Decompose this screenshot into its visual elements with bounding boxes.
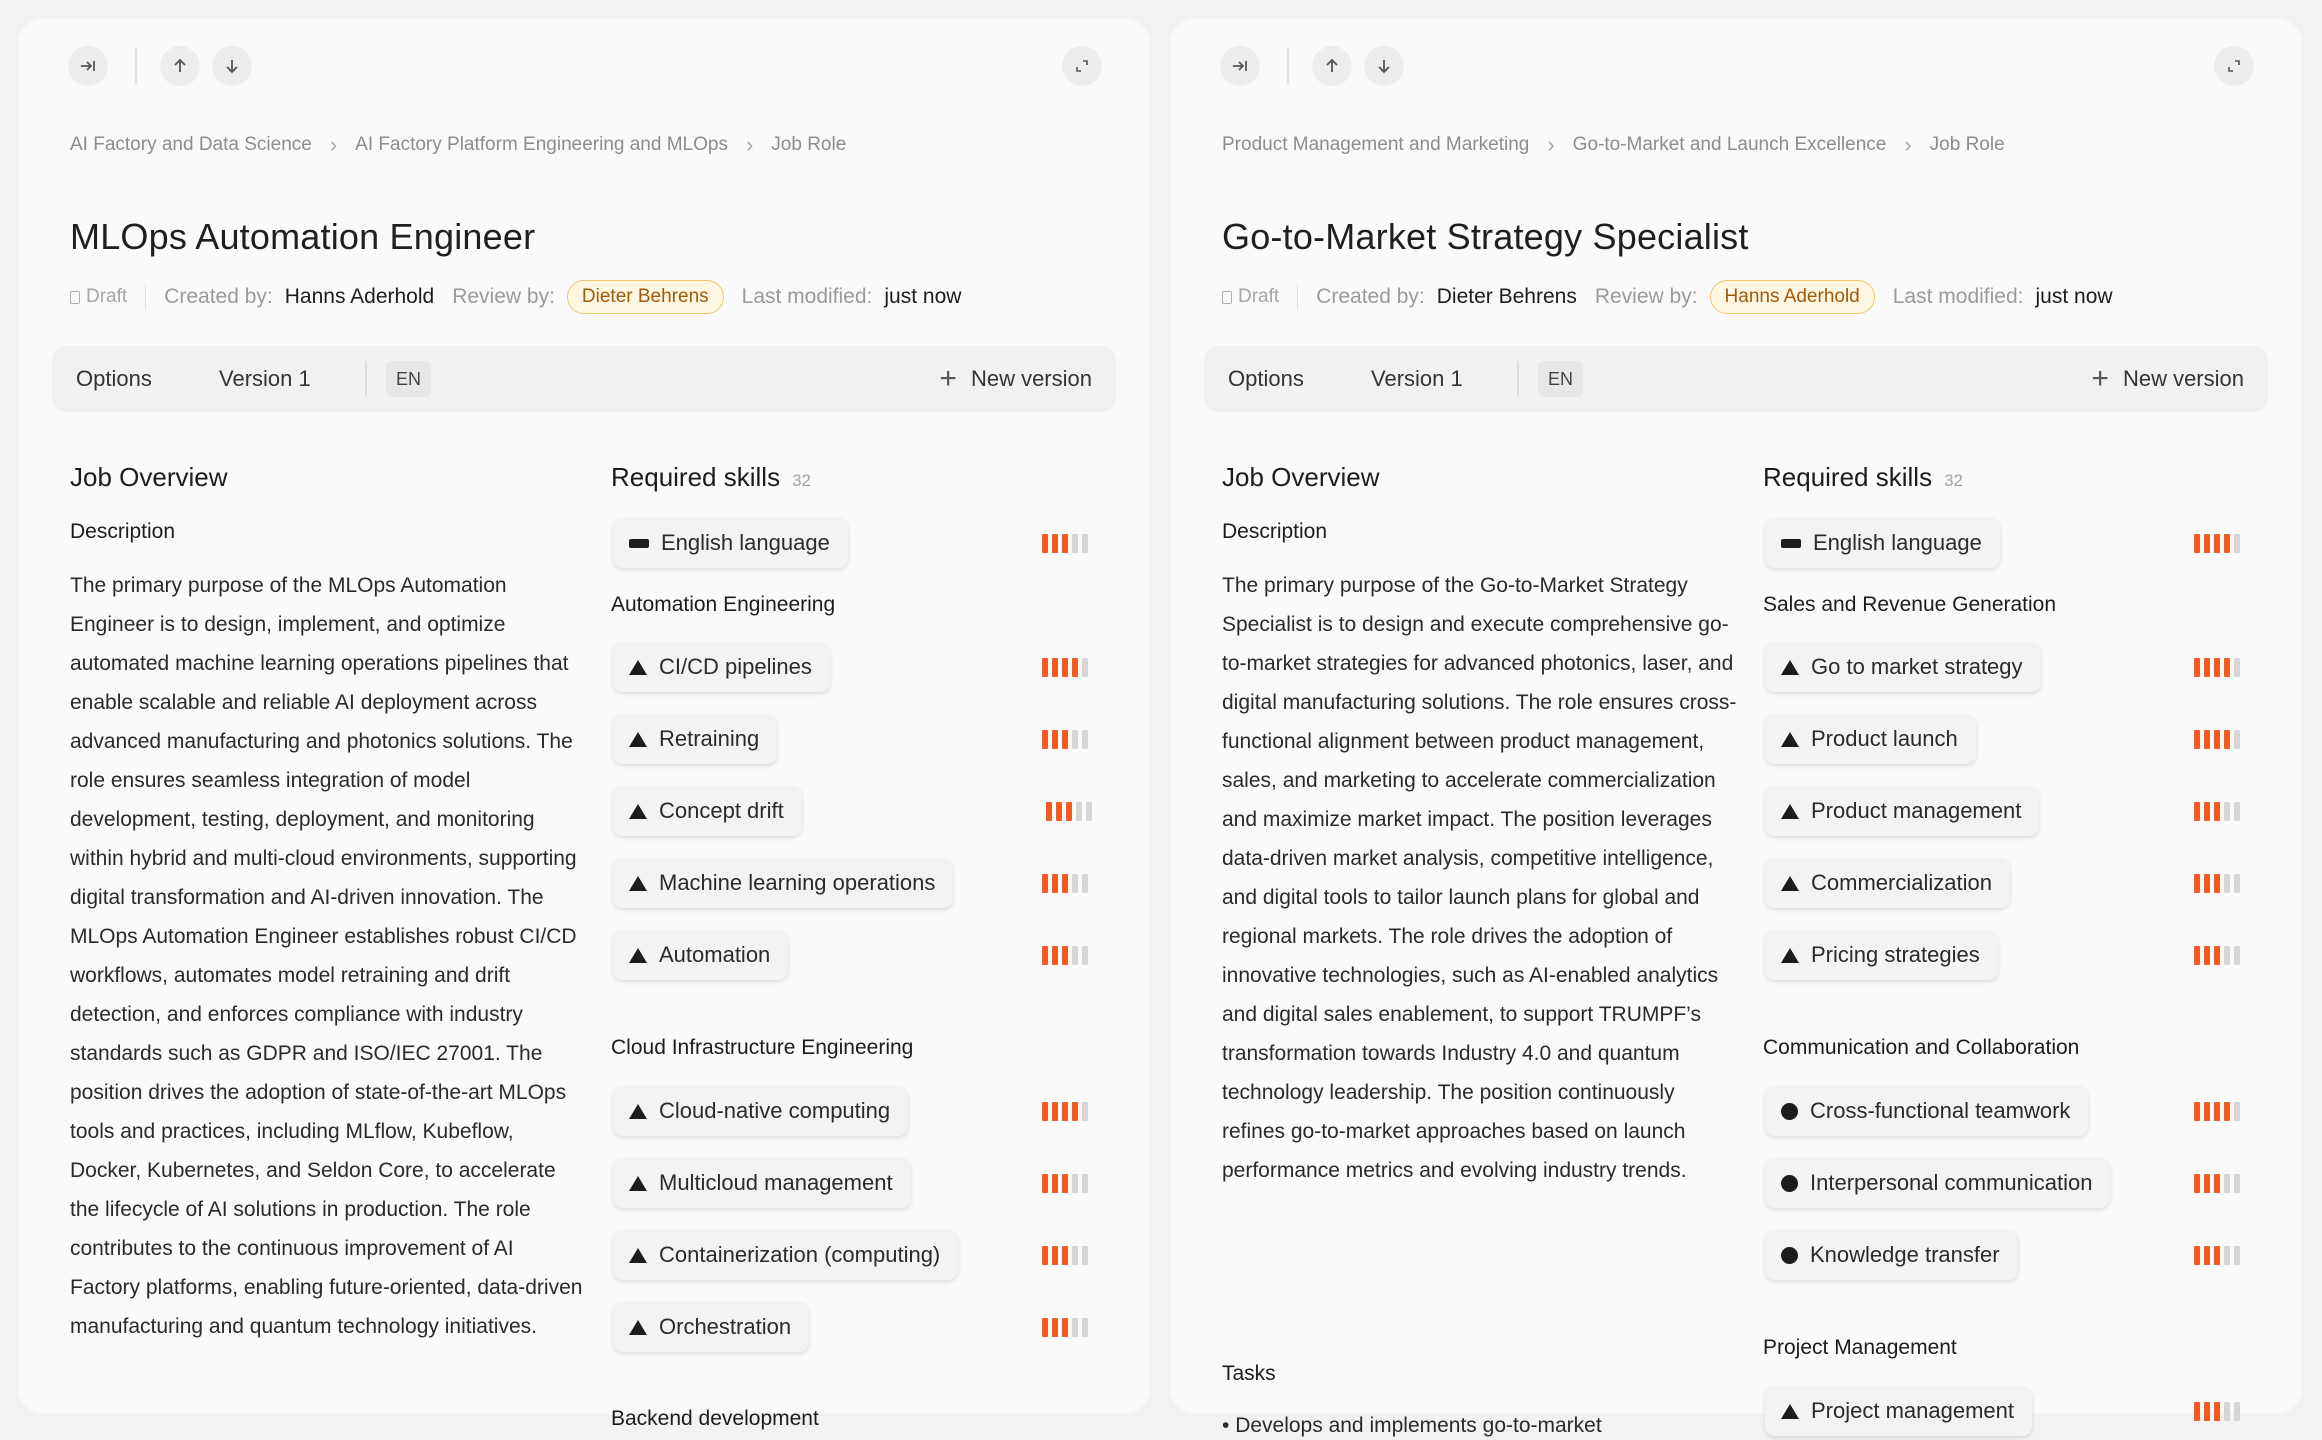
language-selector[interactable]: EN	[386, 361, 431, 397]
arrow-to-right-icon	[78, 56, 98, 76]
arrow-up-icon	[1322, 56, 1342, 76]
circle-icon	[1781, 1103, 1798, 1120]
skill-level	[1046, 802, 1092, 821]
circle-icon	[1781, 1175, 1798, 1192]
review-by-label: Review by:	[1594, 285, 1698, 308]
chevron-right-icon: ›	[745, 132, 754, 157]
document-icon	[70, 291, 80, 304]
skill-chip[interactable]: Retraining	[613, 714, 777, 764]
options-button[interactable]: Options	[76, 366, 152, 391]
job-panel-left	[18, 18, 1150, 1430]
previous-button[interactable]	[1312, 46, 1352, 86]
description-text: The primary purpose of the Go-to-Market Strategy Specialist is to design and execute comprehensive go-to-market strategies for advanced photonics, laser, and digital manufacturing solutions. The role ensures cross-functional alignment between product management, sales, and marketing to accelerate commercialization and maximize market impact. The position leverages data-driven market analysis, competitive intelligence, and digital tools to tailor launch plans for global and regional markets. The role drives the adoption of innovative technologies, such as AI-enabled analytics and digital sales enablement, to support TRUMPF’s transformation towards Industry 4.0 and quantum technology leadership. The position continuously refines go-to-market approaches based on launch performance metrics and evolving industry trends.	[1222, 574, 1737, 1182]
required-skills-title: Required skills 32	[611, 462, 811, 492]
skill-level	[1042, 658, 1088, 677]
skill-chip[interactable]: Orchestration	[613, 1302, 809, 1352]
triangle-icon	[629, 948, 647, 963]
page-title: MLOps Automation Engineer	[70, 216, 536, 257]
created-by-value: Hanns Aderhold	[284, 285, 435, 308]
options-bar	[52, 346, 1116, 412]
triangle-icon	[629, 1176, 647, 1191]
triangle-icon	[1781, 1404, 1799, 1419]
triangle-icon	[1781, 876, 1799, 891]
triangle-icon	[1781, 804, 1799, 819]
last-modified-value: just now	[2035, 285, 2113, 308]
chevron-right-icon: ›	[1904, 132, 1912, 157]
document-icon	[1222, 291, 1232, 304]
review-by-label: Review by:	[452, 285, 555, 308]
language-icon	[629, 539, 649, 548]
language-selector[interactable]: EN	[1538, 361, 1583, 397]
skill-group-title: Communication and Collaboration	[1763, 1036, 2080, 1059]
triangle-icon	[629, 660, 647, 675]
skill-group-title: Backend development	[611, 1407, 819, 1430]
job-panel-right	[1170, 18, 2302, 1437]
skill-chip[interactable]: Containerization (computing)	[613, 1230, 958, 1280]
triangle-icon	[629, 732, 647, 747]
language-icon	[1781, 539, 1801, 548]
skill-chip[interactable]: Project management	[1765, 1386, 2032, 1436]
skill-chip[interactable]: Interpersonal communication	[1765, 1158, 2110, 1208]
reviewer-badge[interactable]: Dieter Behrens	[567, 280, 724, 314]
arrow-down-icon	[222, 56, 242, 76]
breadcrumb-item[interactable]: AI Factory Platform Engineering and MLOps	[355, 134, 728, 155]
skill-chip[interactable]: Automation	[613, 930, 788, 980]
expand-icon	[2224, 56, 2244, 76]
version-selector[interactable]: Version 1	[219, 366, 311, 391]
skill-level	[2194, 946, 2240, 965]
breadcrumb-item[interactable]: Go-to-Market and Launch Excellence	[1572, 134, 1887, 155]
skill-chip[interactable]: English language	[1765, 518, 2000, 568]
triangle-icon	[629, 876, 647, 891]
triangle-icon	[1781, 732, 1799, 747]
skill-level	[1042, 874, 1088, 893]
skill-level	[2194, 1174, 2240, 1193]
description-text: The primary purpose of the MLOps Automation Engineer is to design, implement, and optimize automated machine learning operations pipelines that enable scalable and reliable AI deployment across advanced manufacturing and photonics solutions. The role ensures seamless integration of model development, testing, deployment, and monitoring within hybrid and multi-cloud environments, supporting digital transformation and AI-driven innovation. The MLOps Automation Engineer establishes robust CI/CD workflows, automates model retraining and drift detection, and enforces compliance with industry standards such as GDPR and ISO/IEC 27001. The position drives the adoption of state-of-the-art MLOps tools and practices, including MLflow, Kubeflow, Docker, Kubernetes, and Seldon Core, to accelerate the lifecycle of AI solutions in production. The role contributes to the continuous improvement of AI Factory platforms, enabling future-oriented, data-driven manufacturing and quantum technology initiatives.	[70, 574, 583, 1338]
circle-icon	[1781, 1247, 1798, 1264]
arrow-down-icon	[1374, 56, 1394, 76]
expand-button[interactable]	[1062, 46, 1102, 86]
skill-level	[1042, 1318, 1088, 1337]
skill-chip[interactable]: Go to market strategy	[1765, 642, 2041, 692]
triangle-icon	[629, 804, 647, 819]
skill-level	[2194, 1102, 2240, 1121]
meta-row	[70, 280, 979, 314]
skill-group-title: Sales and Revenue Generation	[1763, 593, 2057, 616]
chevron-right-icon: ›	[1547, 132, 1555, 157]
status-draft: Draft	[70, 286, 127, 308]
expand-icon	[1072, 56, 1092, 76]
breadcrumb-item[interactable]: Product Management and Marketing	[1222, 134, 1530, 155]
skill-level	[2194, 658, 2240, 677]
reviewer-badge[interactable]: Hanns Aderhold	[1710, 280, 1875, 314]
breadcrumb-item-current: Job Role	[771, 134, 847, 155]
skill-chip[interactable]: CI/CD pipelines	[613, 642, 830, 692]
next-button[interactable]	[1364, 46, 1404, 86]
skill-group-title: Project Management	[1763, 1336, 1957, 1359]
skill-group-title: Automation Engineering	[611, 593, 836, 616]
triangle-icon	[1781, 948, 1799, 963]
collapse-panel-button[interactable]	[68, 46, 108, 86]
created-by-label: Created by:	[164, 285, 273, 308]
skill-level	[2194, 1402, 2240, 1421]
next-button[interactable]	[212, 46, 252, 86]
skill-chip[interactable]: Product launch	[1765, 714, 1976, 764]
last-modified-label: Last modified:	[741, 285, 873, 308]
tasks-label: Tasks	[1222, 1362, 1276, 1385]
previous-button[interactable]	[160, 46, 200, 86]
meta-divider	[145, 285, 146, 309]
meta-divider	[1297, 285, 1298, 309]
skill-chip[interactable]: Cross-functional teamwork	[1765, 1086, 2088, 1136]
job-overview-title: Job Overview	[70, 462, 228, 492]
created-by-value: Dieter Behrens	[1436, 285, 1577, 308]
breadcrumb	[1222, 134, 2005, 156]
task-item: • Develops and implements go-to-market	[1222, 1414, 1602, 1437]
skills-count: 32	[792, 471, 811, 490]
options-divider	[1517, 361, 1519, 397]
version-selector[interactable]: Version 1	[1371, 366, 1463, 391]
skill-level	[2194, 1246, 2240, 1265]
description-label: Description	[1222, 520, 1328, 543]
skill-group-title: Cloud Infrastructure Engineering	[611, 1036, 914, 1059]
skill-level	[2194, 802, 2240, 821]
new-version-button[interactable]: + New version	[939, 362, 1092, 395]
skill-chip[interactable]: English language	[613, 518, 848, 568]
skill-chip[interactable]: Knowledge transfer	[1765, 1230, 2018, 1280]
expand-button[interactable]	[2214, 46, 2254, 86]
collapse-panel-button[interactable]	[1220, 46, 1260, 86]
triangle-icon	[629, 1248, 647, 1263]
options-bar	[1204, 346, 2268, 412]
options-button[interactable]: Options	[1228, 366, 1304, 391]
breadcrumb	[70, 134, 846, 156]
toolbar-divider	[135, 48, 137, 84]
plus-icon: +	[2091, 362, 2109, 395]
plus-icon: +	[939, 362, 957, 395]
skill-chip[interactable]: Product management	[1765, 786, 2039, 836]
skill-level	[2194, 874, 2240, 893]
skill-level	[1042, 534, 1088, 553]
status-draft: Draft	[1222, 286, 1279, 308]
skill-level	[1042, 1102, 1088, 1121]
triangle-icon	[629, 1320, 647, 1335]
skill-level	[1042, 1174, 1088, 1193]
triangle-icon	[1781, 660, 1799, 675]
chevron-right-icon: ›	[329, 132, 338, 157]
skill-level	[1042, 1246, 1088, 1265]
arrow-to-right-icon	[1230, 56, 1250, 76]
skill-chip[interactable]: Commercialization	[1765, 858, 2010, 908]
skill-level	[1042, 730, 1088, 749]
skill-level	[1042, 946, 1088, 965]
skill-chip[interactable]: Cloud-native computing	[613, 1086, 908, 1136]
last-modified-label: Last modified:	[1892, 285, 2024, 308]
options-divider	[365, 361, 367, 397]
skill-chip[interactable]: Pricing strategies	[1765, 930, 1998, 980]
created-by-label: Created by:	[1316, 285, 1425, 308]
breadcrumb-item[interactable]: AI Factory and Data Science	[70, 134, 312, 155]
new-version-button[interactable]: + New version	[2091, 362, 2244, 395]
skill-chip[interactable]: Machine learning operations	[613, 858, 953, 908]
triangle-icon	[629, 1104, 647, 1119]
skill-level	[2194, 730, 2240, 749]
breadcrumb-item-current: Job Role	[1929, 134, 2005, 155]
required-skills-title: Required skills 32	[1763, 462, 1963, 492]
description-label: Description	[70, 520, 176, 543]
skill-level	[2194, 534, 2240, 553]
toolbar-divider	[1287, 48, 1289, 84]
page-title: Go-to-Market Strategy Specialist	[1222, 216, 1749, 257]
skill-chip[interactable]: Multicloud management	[613, 1158, 911, 1208]
last-modified-value: just now	[884, 285, 962, 308]
skills-count: 32	[1944, 471, 1963, 490]
job-overview-title: Job Overview	[1222, 462, 1380, 492]
meta-row	[1222, 280, 2131, 314]
arrow-up-icon	[170, 56, 190, 76]
skill-chip[interactable]: Concept drift	[613, 786, 802, 836]
